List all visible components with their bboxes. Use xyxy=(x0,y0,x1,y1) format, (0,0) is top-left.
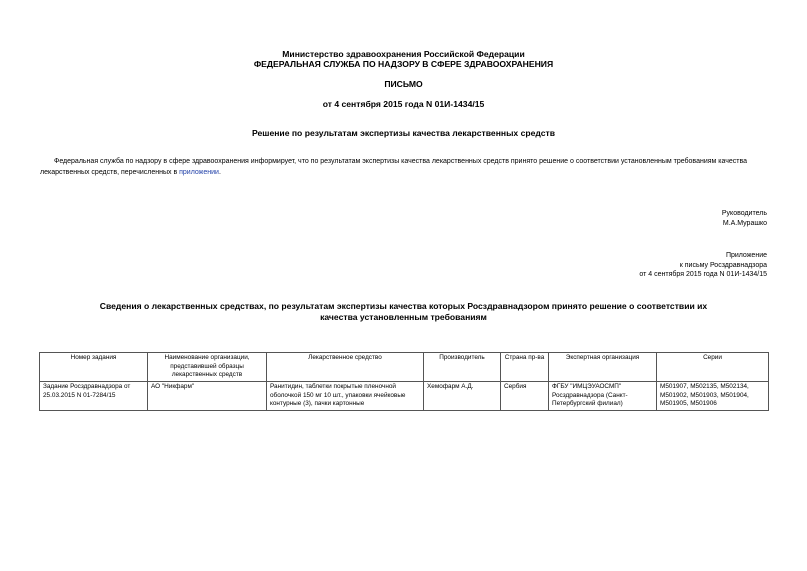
column-header: Страна пр-ва xyxy=(501,353,549,382)
appendix-date-number: от 4 сентября 2015 года N 01И-1434/15 xyxy=(639,271,767,278)
column-header: Лекарственное средство xyxy=(267,353,424,382)
body-paragraph xyxy=(40,157,770,178)
column-header: Номер задания xyxy=(40,353,148,382)
column-header: Производитель xyxy=(424,353,501,382)
column-header: Серии xyxy=(657,353,769,382)
table-cell-task-number: Задание Росздравнадзора от 25.03.2015 N 01-7284/15 xyxy=(40,382,148,411)
signature-name: М.А.Мурашко xyxy=(722,219,767,227)
table-cell-organization: АО "Никфарм" xyxy=(148,382,267,411)
ministry-name: Министерство здравоохранения Российской Федерации xyxy=(282,49,525,59)
table-cell-manufacturer: Хемофарм А.Д. xyxy=(424,382,501,411)
table-cell-expert-organization: ФГБУ "ИМЦЭУАОСМП" Росздравнадзора (Санкт-Петербургский филиал) xyxy=(549,382,657,411)
body-text-end: . xyxy=(218,168,221,176)
table-cell-drug: Ранитидин, таблетки покрытые пленочной оболочкой 150 мг 10 шт., упаковки ячейковые контурные (3), пачки картонные xyxy=(267,382,424,411)
appendix-link[interactable]: приложении xyxy=(179,168,219,176)
table-header-row xyxy=(40,353,769,382)
document-type: ПИСЬМО xyxy=(384,79,423,89)
appendix-reference: к письму Росздравнадзора xyxy=(679,261,767,269)
column-header: Наименование организации, представившей образцы лекарственных средств xyxy=(148,353,267,382)
table-cell-country: Сербия xyxy=(501,382,549,411)
document-subject: Решение по результатам экспертизы качества лекарственных средств xyxy=(251,128,556,138)
body-text: Федеральная служба по надзору в сфере здравоохранения информирует, что по результатам экспертизы качества лекарственных средств принято решение о соответствии установленным требованиям качества лекарственных средств, перечисленных в xyxy=(40,158,748,176)
drugs-table xyxy=(39,352,769,411)
document-date-number: от 4 сентября 2015 года N 01И-1434/15 xyxy=(322,99,485,109)
signature-position: Руководитель xyxy=(721,210,767,217)
table-cell-series: M501907, M502135, M502134, M501902, M501903, M501904, M501905, M501906 xyxy=(657,382,769,411)
signature-block xyxy=(722,209,767,228)
table-row xyxy=(40,382,769,411)
service-name: ФЕДЕРАЛЬНАЯ СЛУЖБА ПО НАДЗОРУ В СФЕРЕ ЗДРАВООХРАНЕНИЯ xyxy=(253,59,554,69)
appendix-title: Сведения о лекарственных средствах, по результатам экспертизы качества которых Росздравнадзором принято решение о соответствии их качества установленным требованиям xyxy=(99,301,708,322)
appendix-header xyxy=(639,251,767,280)
column-header: Экспертная организация xyxy=(549,353,657,382)
appendix-label: Приложение xyxy=(725,252,767,259)
